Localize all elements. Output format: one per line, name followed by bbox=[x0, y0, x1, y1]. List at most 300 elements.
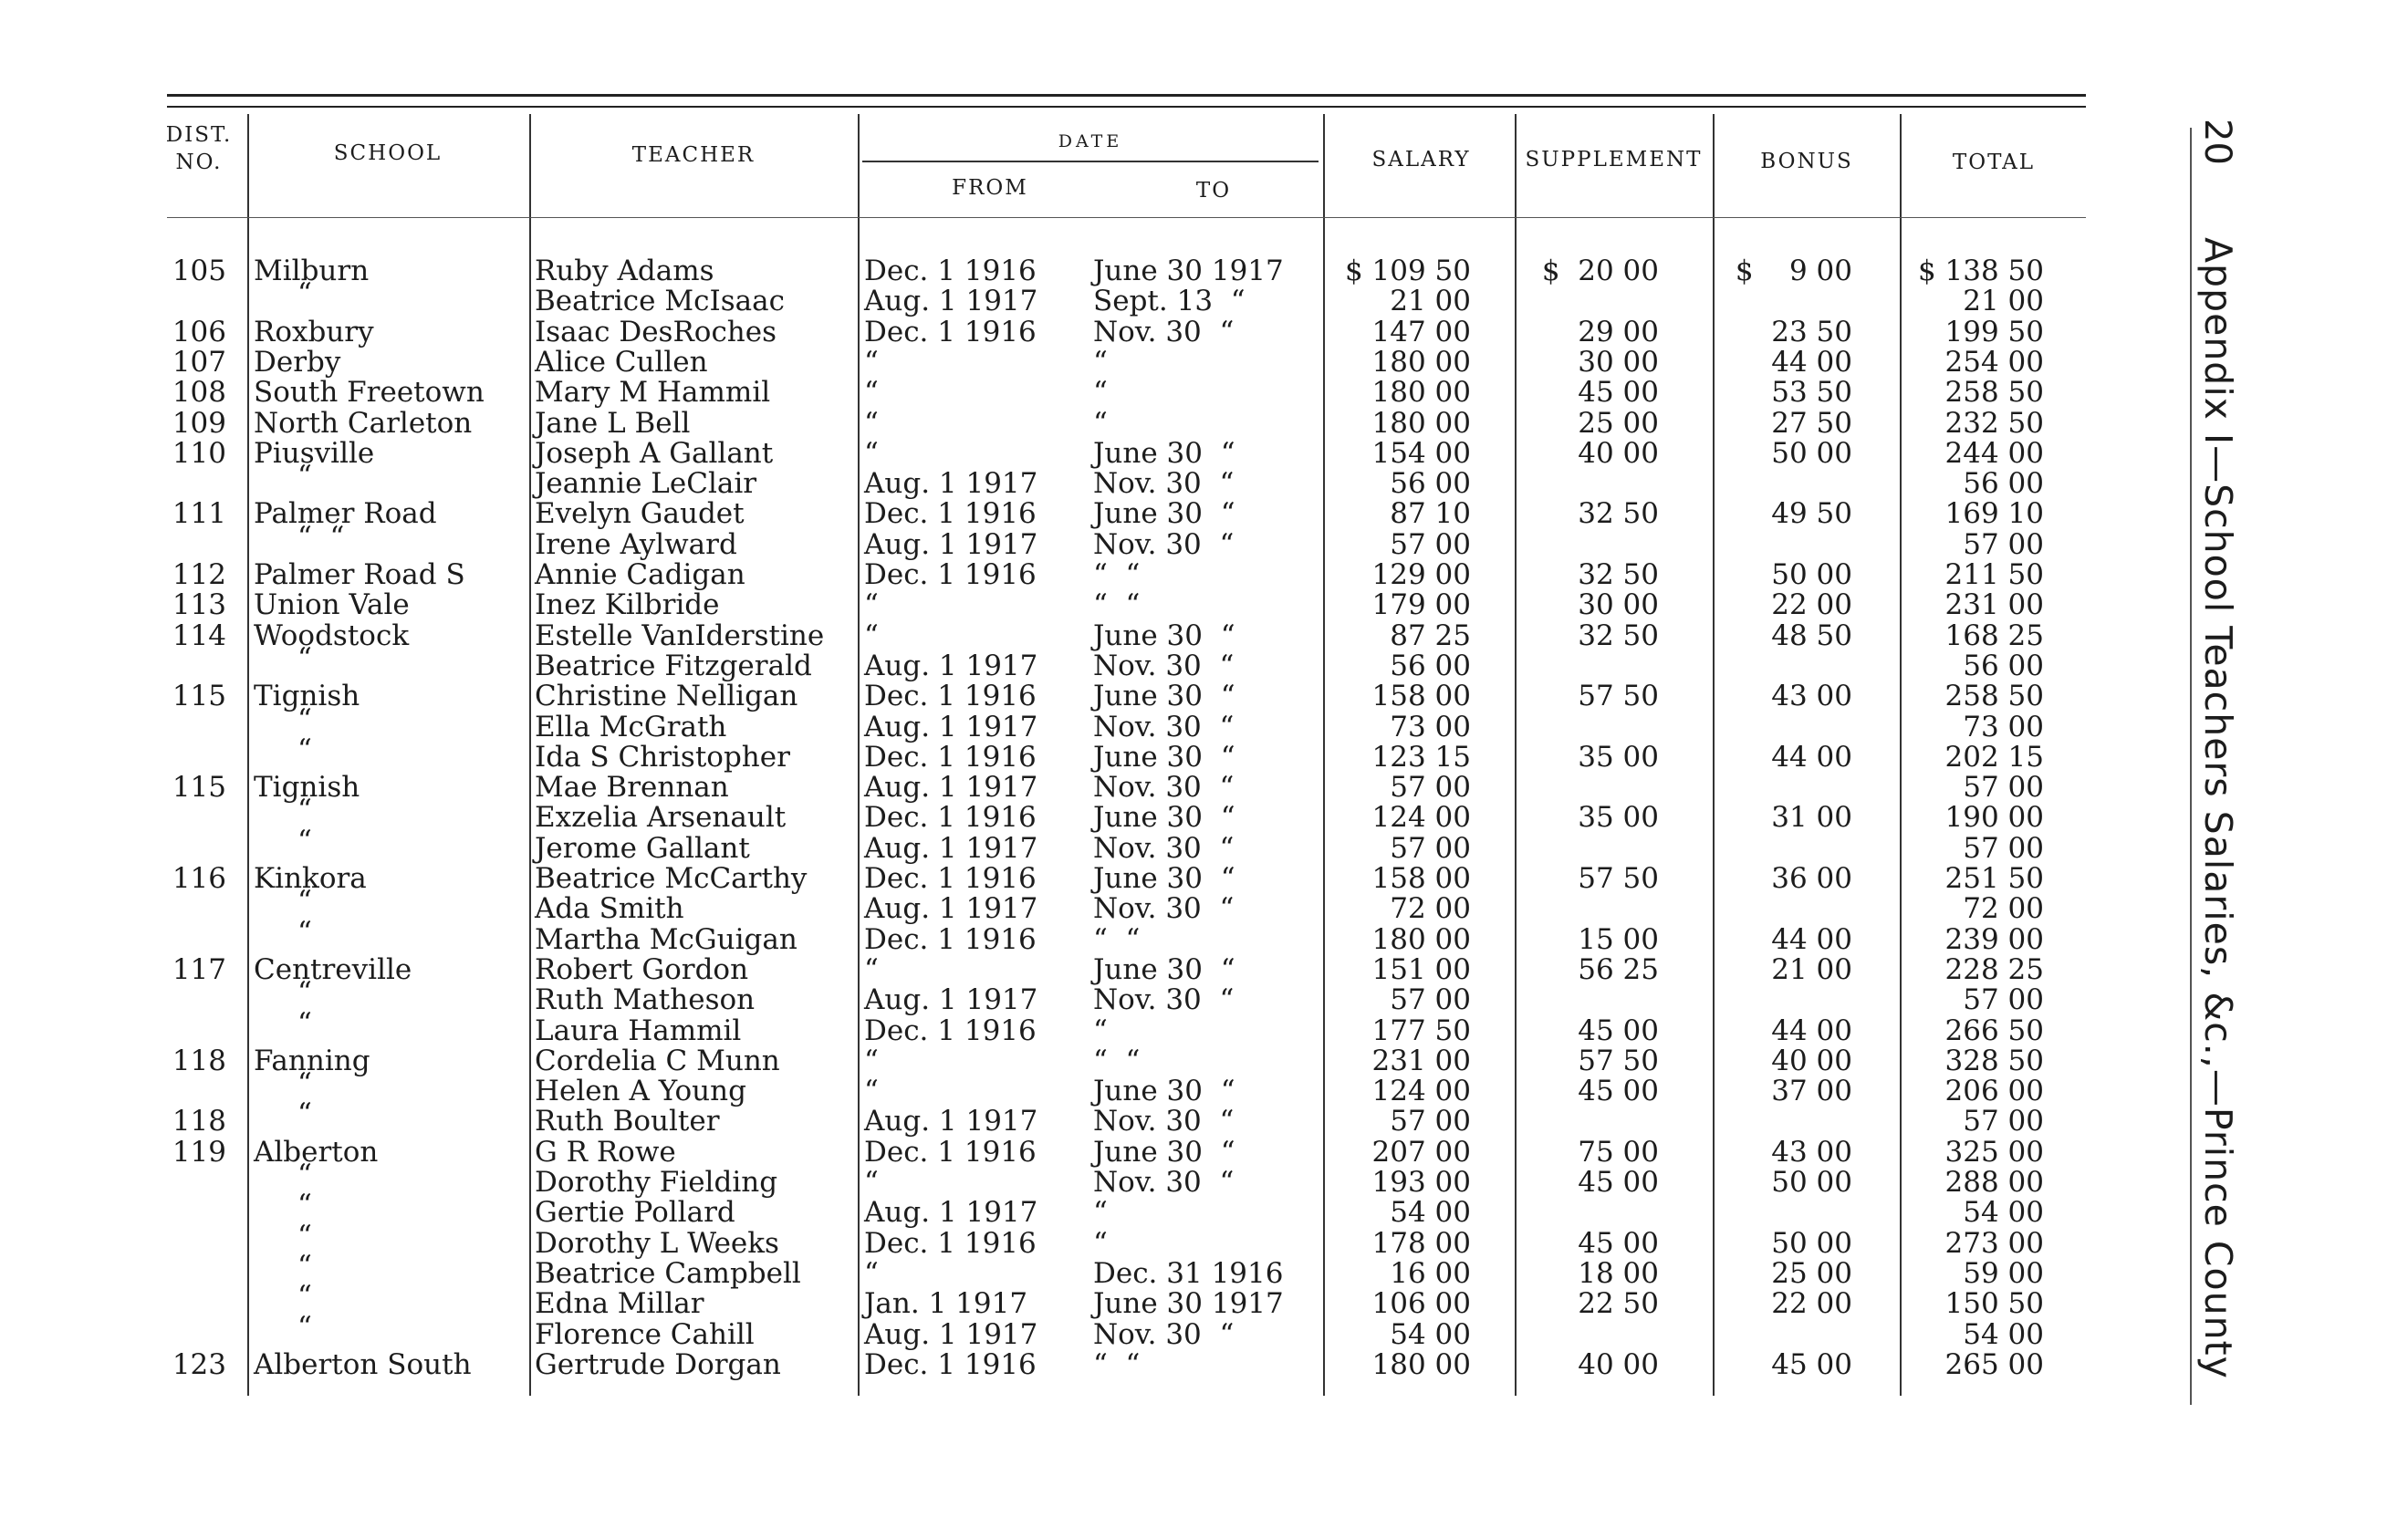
supplement-cell: 57 50 bbox=[1578, 1044, 1659, 1077]
teacher-cell: Annie Cadigan bbox=[535, 558, 745, 591]
dist-no-cell: 112 bbox=[172, 558, 226, 591]
salary-cell: 57 00 bbox=[1390, 1105, 1471, 1138]
date-to-cell: June 30 1917 bbox=[1093, 255, 1284, 287]
date-to-cell: June 30 “ bbox=[1093, 862, 1235, 895]
bonus-cell: 50 00 bbox=[1771, 436, 1852, 470]
bonus-cell: 31 00 bbox=[1771, 801, 1852, 835]
date-to-cell: “ bbox=[1093, 376, 1108, 410]
total-cell: 211 50 bbox=[1944, 558, 2044, 591]
date-to-cell: “ bbox=[1093, 1226, 1108, 1260]
salary-cell: 54 00 bbox=[1390, 1196, 1471, 1230]
salary-cell: 151 00 bbox=[1371, 952, 1471, 986]
school-cell: Tignish bbox=[254, 680, 360, 713]
date-to-cell: June 30 “ bbox=[1093, 740, 1235, 774]
school-cell: Palmer Road S bbox=[254, 558, 465, 591]
school-cell: Fanning bbox=[254, 1044, 370, 1077]
date-from-cell: Aug. 1 1917 bbox=[864, 467, 1038, 501]
date-to-cell: “ bbox=[1093, 345, 1108, 379]
school-cell: “ bbox=[297, 460, 312, 494]
school-cell: “ bbox=[297, 1310, 312, 1344]
col-divider bbox=[858, 114, 860, 1396]
teacher-cell: Isaac DesRoches bbox=[535, 315, 777, 348]
salary-cell: 193 00 bbox=[1371, 1166, 1471, 1199]
date-from-cell: Aug. 1 1917 bbox=[864, 1105, 1038, 1138]
date-to-cell: Nov. 30 “ bbox=[1093, 892, 1235, 926]
teacher-cell: Jerome Gallant bbox=[535, 831, 750, 865]
school-cell: Tignish bbox=[254, 771, 360, 805]
total-cell: 328 50 bbox=[1944, 1044, 2044, 1077]
bonus-cell: $ 9 00 bbox=[1735, 255, 1852, 287]
bonus-cell: 44 00 bbox=[1771, 740, 1852, 774]
dist-no-cell: 117 bbox=[172, 952, 226, 986]
salary-cell: 147 00 bbox=[1371, 315, 1471, 348]
date-from-cell: Aug. 1 1917 bbox=[864, 983, 1038, 1017]
school-cell: “ bbox=[297, 1067, 312, 1101]
bonus-cell: 50 00 bbox=[1771, 1226, 1852, 1260]
col-divider bbox=[247, 114, 249, 1396]
date-subheader-rule bbox=[862, 161, 1319, 162]
school-cell: Derby bbox=[254, 345, 341, 379]
date-to-cell: Nov. 30 “ bbox=[1093, 467, 1235, 501]
header-salary: SALARY bbox=[1371, 148, 1471, 172]
school-cell: Centreville bbox=[254, 952, 412, 986]
salary-cell: 158 00 bbox=[1371, 862, 1471, 895]
supplement-cell: 29 00 bbox=[1578, 315, 1659, 348]
date-to-cell: “ bbox=[1093, 1196, 1108, 1230]
school-cell: Union Vale bbox=[254, 588, 410, 622]
bonus-cell: 50 00 bbox=[1771, 1166, 1852, 1199]
total-cell: 258 50 bbox=[1944, 680, 2044, 713]
total-cell: 57 00 bbox=[1963, 831, 2044, 865]
school-cell: Milburn bbox=[254, 255, 370, 287]
dist-no-cell: 115 bbox=[172, 771, 226, 805]
date-from-cell: Dec. 1 1916 bbox=[864, 497, 1037, 531]
date-to-cell: June 30 “ bbox=[1093, 680, 1235, 713]
bonus-cell: 23 50 bbox=[1771, 315, 1852, 348]
supplement-cell: 75 00 bbox=[1578, 1135, 1659, 1169]
bonus-cell: 53 50 bbox=[1771, 376, 1852, 410]
teacher-cell: Beatrice McCarthy bbox=[535, 862, 808, 895]
salary-cell: 72 00 bbox=[1390, 892, 1471, 926]
header-dist-no: DIST. NO. bbox=[165, 123, 233, 174]
date-to-cell: “ “ bbox=[1093, 588, 1141, 622]
total-cell: 206 00 bbox=[1944, 1075, 2044, 1108]
date-from-cell: Aug. 1 1917 bbox=[864, 1317, 1038, 1351]
salary-cell: $ 109 50 bbox=[1344, 255, 1471, 287]
school-cell: Alberton bbox=[254, 1135, 379, 1169]
total-cell: 54 00 bbox=[1963, 1196, 2044, 1230]
date-from-cell: Aug. 1 1917 bbox=[864, 892, 1038, 926]
teacher-cell: Gertie Pollard bbox=[535, 1196, 735, 1230]
header-school: SCHOOL bbox=[333, 141, 443, 165]
supplement-cell: 25 00 bbox=[1578, 406, 1659, 440]
date-from-cell: Aug. 1 1917 bbox=[864, 527, 1038, 561]
school-cell: Woodstock bbox=[254, 618, 410, 652]
date-from-cell: “ bbox=[864, 1075, 879, 1108]
bonus-cell: 37 00 bbox=[1771, 1075, 1852, 1108]
date-to-cell: June 30 “ bbox=[1093, 1075, 1235, 1108]
dist-no-cell: 118 bbox=[172, 1105, 226, 1138]
date-from-cell: Aug. 1 1917 bbox=[864, 285, 1038, 318]
date-from-cell: “ bbox=[864, 1166, 879, 1199]
teacher-cell: Ada Smith bbox=[535, 892, 684, 926]
supplement-cell: $ 20 00 bbox=[1541, 255, 1659, 287]
date-from-cell: “ bbox=[864, 1256, 879, 1290]
school-cell: “ bbox=[297, 1280, 312, 1314]
school-cell: “ bbox=[297, 1159, 312, 1191]
top-rule bbox=[167, 94, 2086, 97]
date-to-cell: Nov. 30 “ bbox=[1093, 1166, 1235, 1199]
salary-cell: 180 00 bbox=[1371, 922, 1471, 956]
bonus-cell: 43 00 bbox=[1771, 680, 1852, 713]
date-to-cell: Sept. 13 “ bbox=[1093, 285, 1246, 318]
teacher-cell: Evelyn Gaudet bbox=[535, 497, 745, 531]
school-cell: Alberton South bbox=[254, 1347, 472, 1381]
school-cell: “ bbox=[297, 1219, 312, 1253]
school-cell: “ bbox=[297, 794, 312, 827]
date-to-cell: “ “ bbox=[1093, 558, 1141, 591]
total-cell: 325 00 bbox=[1944, 1135, 2044, 1169]
header-underline bbox=[167, 217, 2086, 218]
dist-no-cell: 111 bbox=[172, 497, 226, 531]
date-to-cell: Nov. 30 “ bbox=[1093, 315, 1235, 348]
date-from-cell: Dec. 1 1916 bbox=[864, 1013, 1037, 1047]
teacher-cell: Robert Gordon bbox=[535, 952, 749, 986]
total-cell: 199 50 bbox=[1944, 315, 2044, 348]
teacher-cell: Helen A Young bbox=[535, 1075, 746, 1108]
teacher-cell: Joseph A Gallant bbox=[535, 436, 774, 470]
school-cell: “ bbox=[297, 1249, 312, 1283]
salary-cell: 57 00 bbox=[1390, 527, 1471, 561]
total-cell: 232 50 bbox=[1944, 406, 2044, 440]
teacher-cell: Ruby Adams bbox=[535, 255, 714, 287]
date-from-cell: Dec. 1 1916 bbox=[864, 1135, 1037, 1169]
teacher-cell: Ella McGrath bbox=[535, 710, 727, 743]
total-cell: 21 00 bbox=[1963, 285, 2044, 318]
date-to-cell: June 30 “ bbox=[1093, 618, 1235, 652]
total-cell: 57 00 bbox=[1963, 983, 2044, 1017]
total-cell: 251 50 bbox=[1944, 862, 2044, 895]
school-cell: Kinkora bbox=[254, 862, 367, 895]
total-cell: 244 00 bbox=[1944, 436, 2044, 470]
supplement-cell: 56 25 bbox=[1578, 952, 1659, 986]
supplement-cell: 32 50 bbox=[1578, 558, 1659, 591]
supplement-cell: 57 50 bbox=[1578, 862, 1659, 895]
supplement-cell: 35 00 bbox=[1578, 801, 1659, 835]
school-cell: North Carleton bbox=[254, 406, 473, 440]
date-from-cell: “ bbox=[864, 1044, 879, 1077]
total-cell: 231 00 bbox=[1944, 588, 2044, 622]
teacher-cell: Florence Cahill bbox=[535, 1317, 755, 1351]
dist-no-cell: 115 bbox=[172, 680, 226, 713]
total-cell: $ 138 50 bbox=[1917, 255, 2044, 287]
date-from-cell: Dec. 1 1916 bbox=[864, 740, 1037, 774]
date-to-cell: June 30 “ bbox=[1093, 801, 1235, 835]
total-cell: 150 50 bbox=[1944, 1287, 2044, 1321]
total-cell: 168 25 bbox=[1944, 618, 2044, 652]
dist-no-cell: 119 bbox=[172, 1135, 226, 1169]
date-from-cell: “ bbox=[864, 406, 879, 440]
teacher-cell: Beatrice Campbell bbox=[535, 1256, 801, 1290]
salary-cell: 73 00 bbox=[1390, 710, 1471, 743]
school-cell: “ bbox=[297, 1097, 312, 1131]
teacher-cell: Exzelia Arsenault bbox=[535, 801, 787, 835]
total-cell: 72 00 bbox=[1963, 892, 2044, 926]
teacher-cell: Laura Hammil bbox=[535, 1013, 742, 1047]
school-cell: Roxbury bbox=[254, 315, 374, 348]
bonus-cell: 49 50 bbox=[1771, 497, 1852, 531]
teacher-cell: Jane L Bell bbox=[535, 406, 691, 440]
teacher-cell: Christine Nelligan bbox=[535, 680, 798, 713]
salary-cell: 207 00 bbox=[1371, 1135, 1471, 1169]
page-number: 20 bbox=[2196, 119, 2238, 165]
dist-no-cell: 105 bbox=[172, 255, 226, 287]
supplement-cell: 40 00 bbox=[1578, 436, 1659, 470]
total-cell: 56 00 bbox=[1963, 467, 2044, 501]
date-to-cell: Nov. 30 “ bbox=[1093, 527, 1235, 561]
total-cell: 273 00 bbox=[1944, 1226, 2044, 1260]
bonus-cell: 48 50 bbox=[1771, 618, 1852, 652]
school-cell: “ bbox=[297, 277, 312, 311]
date-to-cell: Dec. 31 1916 bbox=[1093, 1256, 1284, 1290]
salary-cell: 106 00 bbox=[1371, 1287, 1471, 1321]
total-cell: 59 00 bbox=[1963, 1256, 2044, 1290]
salary-cell: 154 00 bbox=[1371, 436, 1471, 470]
date-to-cell: “ “ bbox=[1093, 1044, 1141, 1077]
date-to-cell: June 30 “ bbox=[1093, 497, 1235, 531]
school-cell: “ bbox=[297, 885, 312, 919]
date-to-cell: Nov. 30 “ bbox=[1093, 710, 1235, 743]
total-cell: 266 50 bbox=[1944, 1013, 2044, 1047]
bonus-cell: 44 00 bbox=[1771, 922, 1852, 956]
date-to-cell: June 30 1917 bbox=[1093, 1287, 1284, 1321]
header-bonus: BONUS bbox=[1760, 150, 1853, 173]
bonus-cell: 45 00 bbox=[1771, 1347, 1852, 1381]
salary-cell: 87 25 bbox=[1390, 618, 1471, 652]
salary-cell: 54 00 bbox=[1390, 1317, 1471, 1351]
school-cell: South Freetown bbox=[254, 376, 485, 410]
date-from-cell: Dec. 1 1916 bbox=[864, 1226, 1037, 1260]
date-to-cell: Nov. 30 “ bbox=[1093, 649, 1235, 682]
teacher-cell: G R Rowe bbox=[535, 1135, 676, 1169]
date-to-cell: Nov. 30 “ bbox=[1093, 983, 1235, 1017]
total-cell: 56 00 bbox=[1963, 649, 2044, 682]
teacher-cell: Ida S Christopher bbox=[535, 740, 790, 774]
date-to-cell: Nov. 30 “ bbox=[1093, 1317, 1235, 1351]
salary-cell: 57 00 bbox=[1390, 831, 1471, 865]
dist-no-cell: 107 bbox=[172, 345, 226, 379]
supplement-cell: 45 00 bbox=[1578, 376, 1659, 410]
bonus-cell: 22 00 bbox=[1771, 1287, 1852, 1321]
bonus-cell: 44 00 bbox=[1771, 345, 1852, 379]
date-to-cell: “ bbox=[1093, 406, 1108, 440]
col-divider bbox=[1900, 114, 1902, 1396]
salary-cell: 56 00 bbox=[1390, 649, 1471, 682]
teacher-cell: Inez Kilbride bbox=[535, 588, 720, 622]
total-cell: 239 00 bbox=[1944, 922, 2044, 956]
dist-no-cell: 114 bbox=[172, 618, 226, 652]
total-cell: 57 00 bbox=[1963, 1105, 2044, 1138]
salary-cell: 158 00 bbox=[1371, 680, 1471, 713]
teacher-cell: Jeannie LeClair bbox=[535, 467, 757, 501]
header-teacher: TEACHER bbox=[631, 143, 756, 167]
supplement-cell: 45 00 bbox=[1578, 1075, 1659, 1108]
salary-cell: 87 10 bbox=[1390, 497, 1471, 531]
date-from-cell: Aug. 1 1917 bbox=[864, 1196, 1038, 1230]
supplement-cell: 32 50 bbox=[1578, 497, 1659, 531]
school-cell: “ bbox=[297, 824, 312, 858]
date-from-cell: “ bbox=[864, 952, 879, 986]
salary-cell: 180 00 bbox=[1371, 345, 1471, 379]
teacher-cell: Estelle VanIderstine bbox=[535, 618, 825, 652]
total-cell: 190 00 bbox=[1944, 801, 2044, 835]
salary-cell: 21 00 bbox=[1390, 285, 1471, 318]
bonus-cell: 50 00 bbox=[1771, 558, 1852, 591]
header-supplement: SUPPLEMENT bbox=[1525, 148, 1703, 172]
bonus-cell: 25 00 bbox=[1771, 1256, 1852, 1290]
salary-cell: 180 00 bbox=[1371, 376, 1471, 410]
school-cell: “ bbox=[297, 733, 312, 766]
total-cell: 57 00 bbox=[1963, 771, 2044, 805]
teacher-cell: Alice Cullen bbox=[535, 345, 708, 379]
school-cell: Piusville bbox=[254, 436, 375, 470]
salary-cell: 57 00 bbox=[1390, 771, 1471, 805]
date-to-cell: June 30 “ bbox=[1093, 436, 1235, 470]
teacher-cell: Dorothy L Weeks bbox=[535, 1226, 779, 1260]
teacher-cell: Gertrude Dorgan bbox=[535, 1347, 781, 1381]
dist-no-cell: 118 bbox=[172, 1044, 226, 1077]
date-from-cell: “ bbox=[864, 436, 879, 470]
teacher-cell: Edna Millar bbox=[535, 1287, 704, 1321]
supplement-cell: 57 50 bbox=[1578, 680, 1659, 713]
header-to: TO bbox=[1195, 179, 1232, 203]
dist-no-cell: 123 bbox=[172, 1347, 226, 1381]
date-from-cell: “ bbox=[864, 618, 879, 652]
date-to-cell: June 30 “ bbox=[1093, 1135, 1235, 1169]
total-cell: 265 00 bbox=[1944, 1347, 2044, 1381]
date-from-cell: Dec. 1 1916 bbox=[864, 315, 1037, 348]
total-cell: 254 00 bbox=[1944, 345, 2044, 379]
col-divider bbox=[1323, 114, 1325, 1396]
date-to-cell: Nov. 30 “ bbox=[1093, 1105, 1235, 1138]
bonus-cell: 40 00 bbox=[1771, 1044, 1852, 1077]
date-from-cell: Aug. 1 1917 bbox=[864, 831, 1038, 865]
total-cell: 202 15 bbox=[1944, 740, 2044, 774]
dist-no-cell: 109 bbox=[172, 406, 226, 440]
school-cell: “ bbox=[297, 915, 312, 949]
total-cell: 288 00 bbox=[1944, 1166, 2044, 1199]
school-cell: “ bbox=[297, 976, 312, 1010]
teacher-cell: Martha McGuigan bbox=[535, 922, 797, 956]
bonus-cell: 22 00 bbox=[1771, 588, 1852, 622]
salary-cell: 179 00 bbox=[1371, 588, 1471, 622]
teacher-cell: Dorothy Fielding bbox=[535, 1166, 778, 1199]
dist-no-cell: 116 bbox=[172, 862, 226, 895]
teacher-cell: Irene Aylward bbox=[535, 527, 737, 561]
salary-cell: 124 00 bbox=[1371, 1075, 1471, 1108]
date-from-cell: Dec. 1 1916 bbox=[864, 922, 1037, 956]
salary-cell: 231 00 bbox=[1371, 1044, 1471, 1077]
supplement-cell: 45 00 bbox=[1578, 1226, 1659, 1260]
date-to-cell: Nov. 30 “ bbox=[1093, 831, 1235, 865]
top-rule-2 bbox=[167, 106, 2086, 108]
dist-no-cell: 108 bbox=[172, 376, 226, 410]
teacher-cell: Mae Brennan bbox=[535, 771, 729, 805]
running-title: Appendix I—School Teachers Salaries, &c.,—Prince County bbox=[2196, 237, 2240, 1379]
date-from-cell: Dec. 1 1916 bbox=[864, 1347, 1037, 1381]
school-cell: “ bbox=[297, 641, 312, 675]
date-to-cell: Nov. 30 “ bbox=[1093, 771, 1235, 805]
supplement-cell: 40 00 bbox=[1578, 1347, 1659, 1381]
salary-cell: 180 00 bbox=[1371, 406, 1471, 440]
teacher-cell: Mary M Hammil bbox=[535, 376, 771, 410]
total-cell: 169 10 bbox=[1944, 497, 2044, 531]
date-from-cell: Dec. 1 1916 bbox=[864, 680, 1037, 713]
date-to-cell: June 30 “ bbox=[1093, 952, 1235, 986]
col-divider bbox=[1713, 114, 1715, 1396]
school-cell: “ bbox=[297, 702, 312, 736]
salary-cell: 180 00 bbox=[1371, 1347, 1471, 1381]
supplement-cell: 32 50 bbox=[1578, 618, 1659, 652]
bonus-cell: 43 00 bbox=[1771, 1135, 1852, 1169]
date-from-cell: “ bbox=[864, 588, 879, 622]
bonus-cell: 27 50 bbox=[1771, 406, 1852, 440]
supplement-cell: 45 00 bbox=[1578, 1166, 1659, 1199]
teacher-cell: Cordelia C Munn bbox=[535, 1044, 780, 1077]
header-from: FROM bbox=[952, 176, 1028, 200]
header-total: TOTAL bbox=[1952, 151, 2036, 174]
date-from-cell: Aug. 1 1917 bbox=[864, 710, 1038, 743]
salary-cell: 129 00 bbox=[1371, 558, 1471, 591]
salary-cell: 178 00 bbox=[1371, 1226, 1471, 1260]
bonus-cell: 36 00 bbox=[1771, 862, 1852, 895]
school-cell: “ bbox=[297, 1006, 312, 1040]
dist-no-cell: 110 bbox=[172, 436, 226, 470]
salary-cell: 123 15 bbox=[1371, 740, 1471, 774]
total-cell: 57 00 bbox=[1963, 527, 2044, 561]
teacher-cell: Ruth Boulter bbox=[535, 1105, 720, 1138]
date-to-cell: “ “ bbox=[1093, 1347, 1141, 1381]
date-from-cell: “ bbox=[864, 345, 879, 379]
supplement-cell: 30 00 bbox=[1578, 345, 1659, 379]
supplement-cell: 18 00 bbox=[1578, 1256, 1659, 1290]
header-date: DATE bbox=[1058, 131, 1123, 151]
date-from-cell: Dec. 1 1916 bbox=[864, 255, 1037, 287]
date-from-cell: “ bbox=[864, 376, 879, 410]
total-cell: 73 00 bbox=[1963, 710, 2044, 743]
salary-cell: 124 00 bbox=[1371, 801, 1471, 835]
date-from-cell: Dec. 1 1916 bbox=[864, 801, 1037, 835]
salary-cell: 16 00 bbox=[1390, 1256, 1471, 1290]
supplement-cell: 30 00 bbox=[1578, 588, 1659, 622]
date-from-cell: Dec. 1 1916 bbox=[864, 558, 1037, 591]
total-cell: 258 50 bbox=[1944, 376, 2044, 410]
school-cell: Palmer Road bbox=[254, 497, 437, 531]
bonus-cell: 21 00 bbox=[1771, 952, 1852, 986]
teacher-cell: Beatrice Fitzgerald bbox=[535, 649, 812, 682]
total-cell: 228 25 bbox=[1944, 952, 2044, 986]
supplement-cell: 35 00 bbox=[1578, 740, 1659, 774]
dist-no-cell: 106 bbox=[172, 315, 226, 348]
salary-cell: 57 00 bbox=[1390, 983, 1471, 1017]
page-edge-line bbox=[2190, 128, 2192, 1405]
school-cell: “ “ bbox=[297, 520, 345, 554]
date-to-cell: “ bbox=[1093, 1013, 1108, 1047]
date-from-cell: Dec. 1 1916 bbox=[864, 862, 1037, 895]
teacher-cell: Beatrice McIsaac bbox=[535, 285, 785, 318]
date-from-cell: Aug. 1 1917 bbox=[864, 649, 1038, 682]
teacher-cell: Ruth Matheson bbox=[535, 983, 756, 1017]
